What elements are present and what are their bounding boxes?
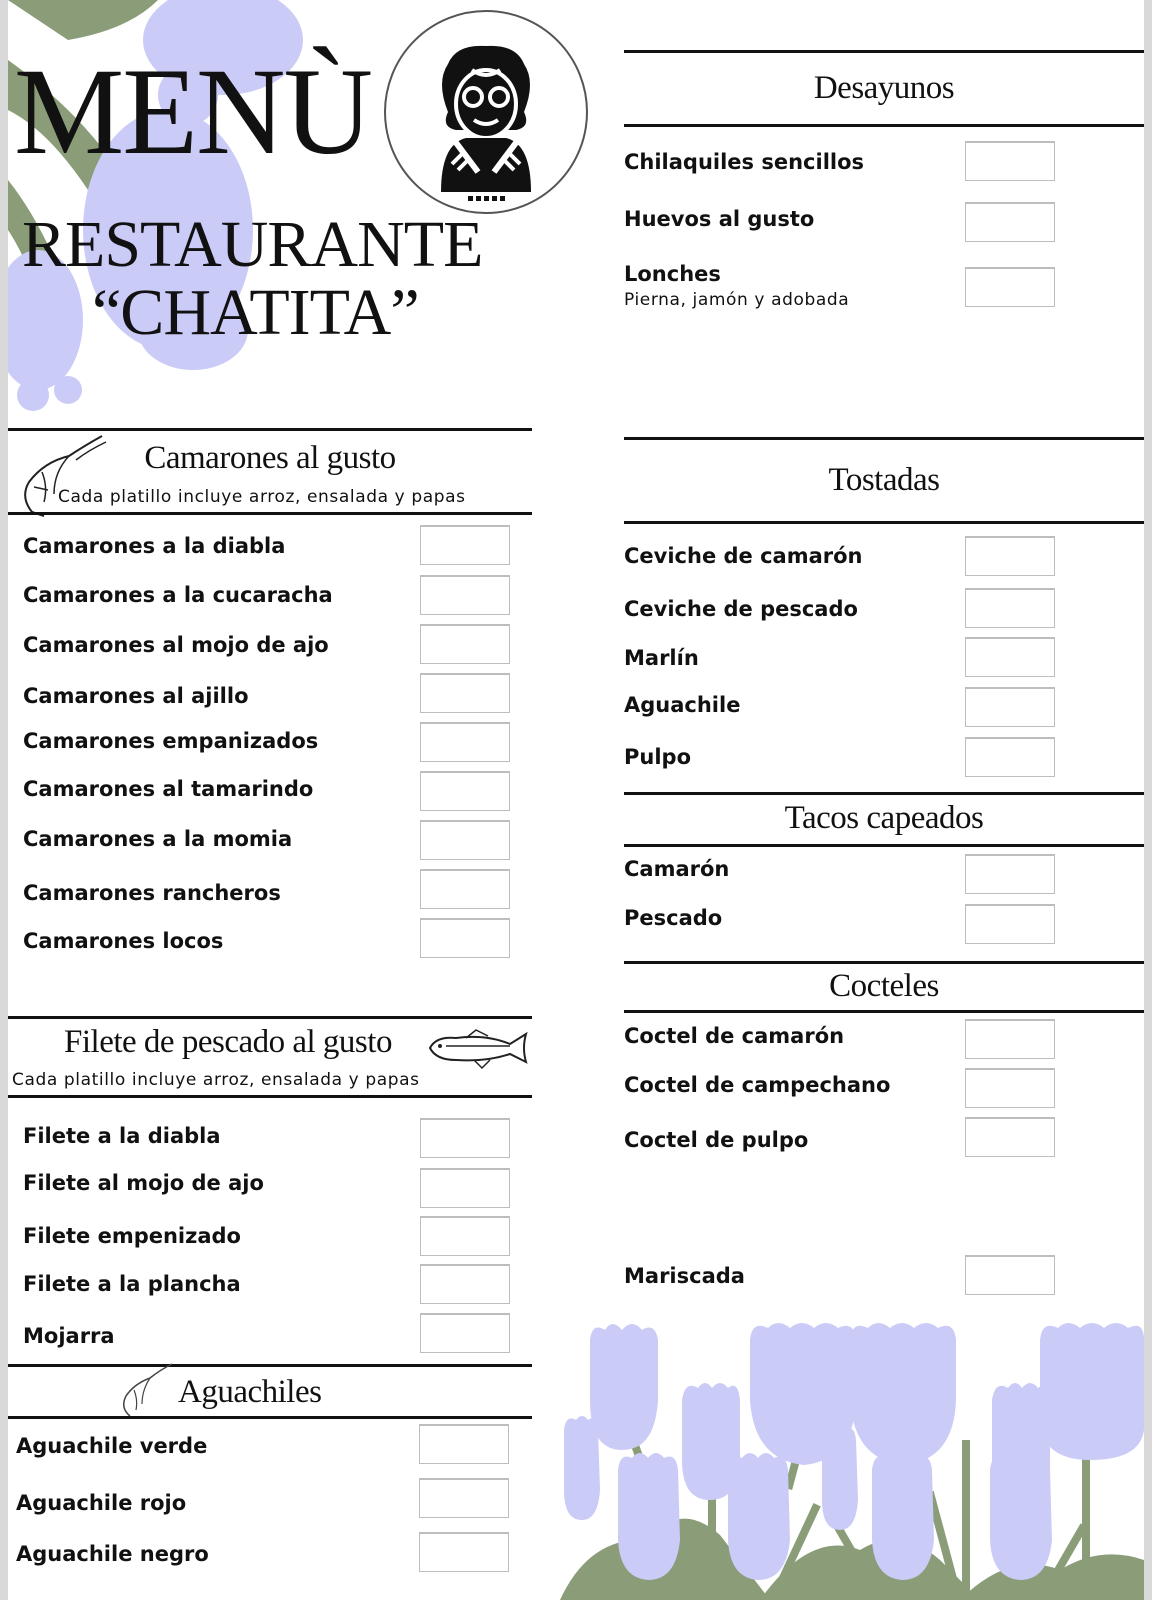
tacos-top-rule [624,792,1144,795]
quantity-box[interactable] [420,1264,510,1304]
desayunos-top-rule [624,50,1144,53]
quantity-box[interactable] [420,820,510,860]
menu-item: Camarones al ajillo [23,684,249,708]
quantity-box[interactable] [965,141,1055,181]
menu-item-detail: Pierna, jamón y adobada [624,290,850,310]
menu-item: Aguachile [624,693,741,717]
quantity-box[interactable] [965,904,1055,944]
quantity-box[interactable] [420,771,510,811]
aguachiles-top-rule [8,1364,532,1367]
section-subtitle-camarones: Cada platillo incluye arroz, ensalada y papas [58,487,466,507]
quantity-box[interactable] [420,918,510,958]
section-title-filete: Filete de pescado al gusto [64,1024,392,1060]
menu-item: Filete al mojo de ajo [23,1171,264,1195]
menu-item: Ceviche de pescado [624,597,858,621]
restaurant-name-line1: RESTAURANTE [22,208,483,281]
quantity-box[interactable] [965,1019,1055,1059]
menu-item: Ceviche de camarón [624,544,863,568]
quantity-box[interactable] [420,722,510,762]
shrimp-icon [116,1362,176,1418]
quantity-box[interactable] [419,1478,509,1518]
menu-item: Filete a la plancha [23,1272,241,1296]
desayunos-bottom-rule [624,124,1144,127]
quantity-box[interactable] [419,1424,509,1464]
quantity-box[interactable] [965,737,1055,777]
quantity-box[interactable] [965,1068,1055,1108]
menu-item: Coctel de campechano [624,1073,891,1097]
menu-item: Camarones rancheros [23,881,281,905]
menu-item: Camarones al tamarindo [23,777,314,801]
menu-item: Aguachile verde [16,1434,208,1458]
quantity-box[interactable] [420,624,510,664]
menu-item: Filete a la diabla [23,1124,221,1148]
menu-item: Camarones a la momia [23,827,293,851]
menu-item: Pulpo [624,745,691,769]
quantity-box[interactable] [965,588,1055,628]
quantity-box[interactable] [965,1117,1055,1157]
fish-icon [426,1028,530,1070]
menu-item: Camarones al mojo de ajo [23,633,329,657]
menu-item: Camarones a la diabla [23,534,286,558]
tostadas-top-rule [624,437,1144,440]
menu-item: Camarones a la cucaracha [23,583,333,607]
quantity-box[interactable] [420,575,510,615]
quantity-box[interactable] [420,673,510,713]
section-title-aguachiles: Aguachiles [178,1374,322,1410]
grandma-with-utensils-icon [386,12,586,212]
menu-item: Filete empenizado [23,1224,241,1248]
menu-page [8,0,1144,1600]
quantity-box[interactable] [420,1168,510,1208]
menu-item: Camarón [624,857,730,881]
quantity-box[interactable] [420,1118,510,1158]
menu-item: Camarones locos [23,929,224,953]
quantity-box[interactable] [419,1532,509,1572]
section-title-tacos: Tacos capeados [784,800,984,836]
quantity-box[interactable] [965,1255,1055,1295]
camarones-top-rule [8,428,532,431]
section-title-desayunos: Desayunos [813,70,955,106]
quantity-box[interactable] [420,525,510,565]
menu-item: Coctel de pulpo [624,1128,809,1152]
section-subtitle-filete: Cada platillo incluye arroz, ensalada y papas [12,1070,420,1090]
menu-item: Coctel de camarón [624,1024,845,1048]
quantity-box[interactable] [965,687,1055,727]
menu-item: Chilaquiles sencillos [624,150,865,174]
quantity-box[interactable] [965,637,1055,677]
menu-item: Mojarra [23,1324,115,1348]
menu-item: Mariscada [624,1264,745,1288]
quantity-box[interactable] [420,869,510,909]
cocteles-top-rule [624,961,1144,964]
menu-item: Huevos al gusto [624,207,815,231]
cocteles-bottom-rule [624,1010,1144,1013]
filete-bottom-rule [8,1095,532,1098]
section-title-camarones: Camarones al gusto [144,440,396,476]
tulip-decoration-bottom-right-icon [560,1320,1144,1600]
quantity-box[interactable] [965,536,1055,576]
camarones-bottom-rule [8,512,532,515]
quantity-box[interactable] [420,1216,510,1256]
quantity-box[interactable] [420,1313,510,1353]
menu-item: Aguachile rojo [16,1491,187,1515]
quantity-box[interactable] [965,854,1055,894]
menu-item: Pescado [624,906,723,930]
restaurant-name-line2: “CHATITA” [92,276,419,349]
tostadas-bottom-rule [624,521,1144,524]
menu-item-name: Lonches [624,262,721,286]
section-title-tostadas: Tostadas [828,462,940,498]
menu-item: Camarones empanizados [23,729,319,753]
tacos-bottom-rule [624,844,1144,847]
menu-item: Aguachile negro [16,1542,209,1566]
quantity-box[interactable] [965,267,1055,307]
menu-item: Marlín [624,646,699,670]
quantity-box[interactable] [965,202,1055,242]
aguachiles-bottom-rule [8,1416,532,1419]
filete-top-rule [8,1016,532,1019]
logo [384,10,588,214]
menu-item [624,262,849,310]
menu-title: MENÙ [14,43,372,180]
section-title-cocteles: Cocteles [829,968,939,1004]
